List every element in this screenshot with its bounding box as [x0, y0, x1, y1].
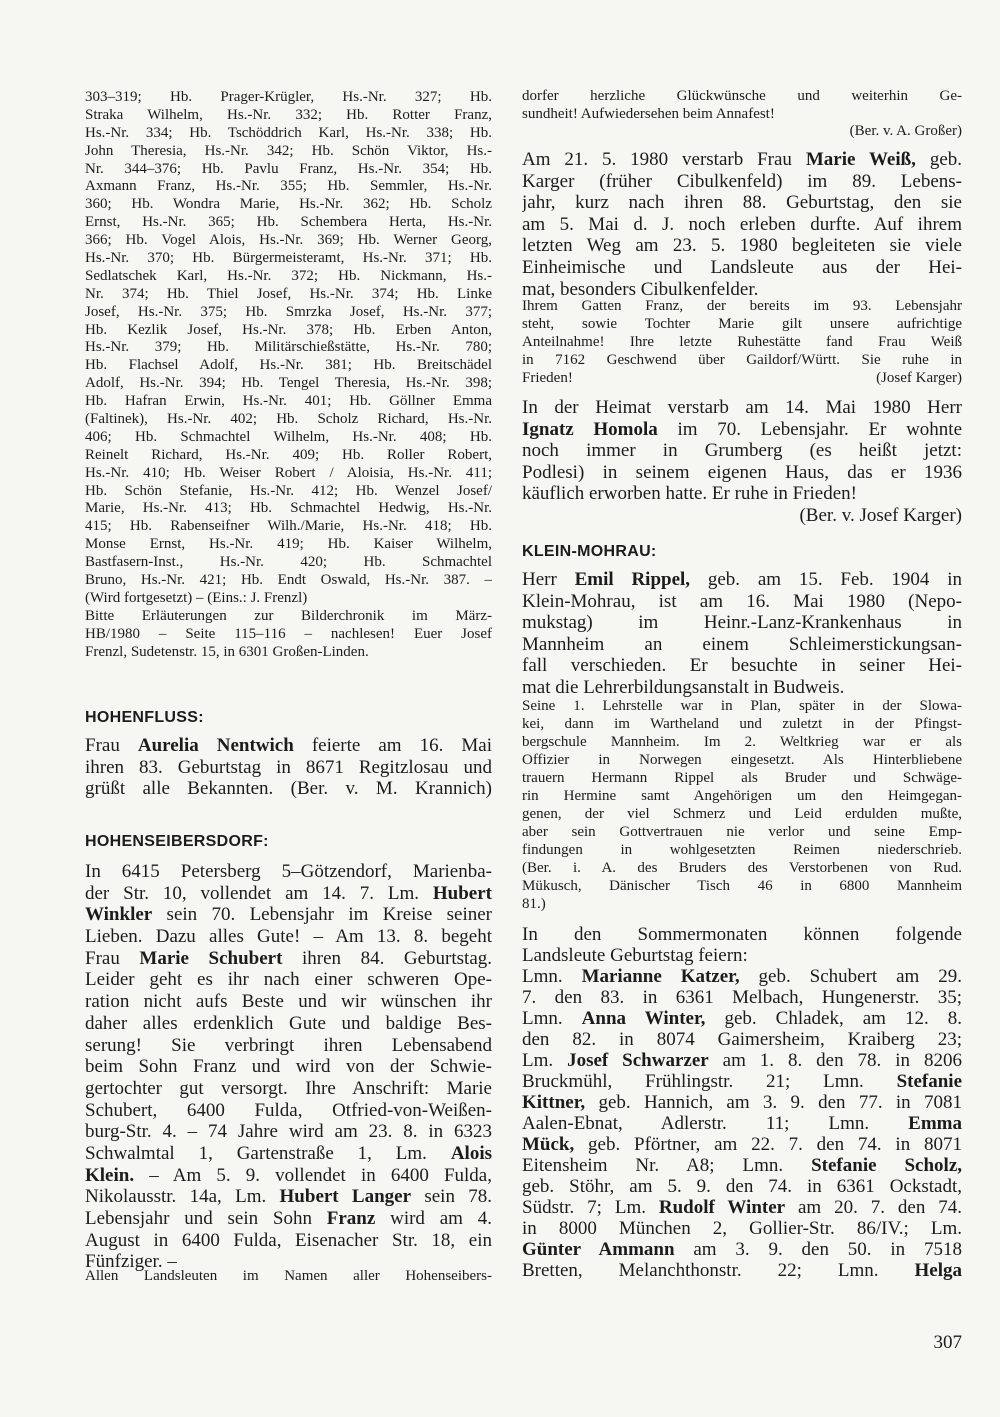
text-line: Einheimische und Landsleute aus der Hei-: [522, 256, 962, 278]
text-line: den 82. in 8074 Gaimersheim, Kraiberg 23;: [522, 1029, 962, 1050]
text-line: [85, 1143, 492, 1165]
bold-name: Stefanie: [896, 1071, 962, 1092]
bold-name: Ignatz Homola: [522, 418, 658, 440]
text-line: 7. den 83. in 6361 Melbach, Hungenerstr. 35;: [522, 987, 962, 1008]
text-run: Herr: [522, 569, 575, 590]
hohenfluss-paragraph: [85, 735, 492, 800]
text-line: [522, 149, 962, 171]
text-run: geb. Schubert am 29.: [739, 966, 962, 987]
text-line: Seine 1. Lehrstelle war in Plan, später in der Slowa-: [522, 698, 962, 714]
text-line: mat, besonders Cibulkenfelder.: [522, 278, 759, 300]
text-line: Sedlatschek Karl, Hs.-Nr. 372; Hb. Nickmann, Hs.-: [85, 267, 492, 284]
text-line: [522, 1071, 962, 1092]
text-line: Bruno, Hs.-Nr. 421; Hb. Endt Oswald, Hs.-Nr. 387. –: [85, 572, 492, 589]
text-line: Hs.-Nr. 370; Hb. Bürgermeisteramt, Hs.-Nr. 371; Hb.: [85, 250, 492, 267]
bold-name: Günter Ammann: [522, 1239, 675, 1260]
text-line: Bitte Erläuterungen zur Bilderchronik im März-: [85, 607, 492, 624]
obituary-emil-rippel-details: [522, 697, 962, 913]
text-line: Hb. Flachsel Adolf, Hs.-Nr. 381; Hb. Breitschädel: [85, 357, 492, 374]
text-line: Allen Landsleuten im Namen aller Hohenseibers-: [85, 1268, 492, 1284]
text-line: Nr. 344–376; Hb. Pavlu Franz, Hs.-Nr. 354; Hb.: [85, 160, 492, 177]
bold-name: Marie Weiß,: [805, 149, 916, 170]
text-run: Bretten, Melanchthonstr. 22; Lmn.: [522, 1260, 915, 1281]
text-line: 406; Hb. Schmachtel Wilhelm, Hs.-Nr. 408; Hb.: [85, 428, 492, 445]
text-line: [522, 1197, 962, 1218]
text-line: (Wird fortgesetzt) – (Eins.: J. Frenzl): [85, 589, 308, 606]
bold-name: Kittner,: [522, 1092, 586, 1113]
text-line: am 5. Mai d. J. noch erleben durfte. Auf ihrem: [522, 213, 962, 235]
hohenseibersdorf-paragraph: [85, 861, 492, 1273]
page-number: 307: [933, 1332, 962, 1353]
text-line: Ernst, Hs.-Nr. 365; Hb. Schembera Herta, Hs.-Nr.: [85, 214, 492, 231]
text-line: burg-Str. 4. – 74 Jahre wird am 23. 8. in 6323: [85, 1121, 492, 1143]
text-run: geb.: [915, 149, 962, 170]
text-line: Hb. Hafran Erwin, Hs.-Nr. 401; Hb. Göllner Emma: [85, 393, 492, 410]
text-line: 360; Hb. Wondra Marie, Hs.-Nr. 362; Hb. Scholz: [85, 196, 492, 213]
text-line: [85, 883, 492, 905]
text-line: [522, 569, 962, 591]
text-run: im 70. Lebensjahr. Er wohnte: [657, 418, 962, 440]
birthday-list: [522, 924, 962, 1281]
text-line: bergschule Mannheim. Im 2. Weltkrieg war er als: [522, 734, 962, 750]
bold-name: Winkler: [85, 904, 153, 926]
text-line: dorfer herzliche Glückwünsche und weiterhin Ge-: [522, 88, 962, 104]
greeting-continuation: [522, 88, 962, 123]
text-line: Hb. Schön Stefanie, Hs.-Nr. 412; Hb. Wenzel Josef/: [85, 482, 492, 499]
text-run: wird am 4.: [375, 1208, 492, 1229]
text-line: (Ber. i. A. des Bruders des Verstorbenen von Rud.: [522, 860, 962, 876]
text-line: Frenzl, Sudetenstr. 15, in 6301 Großen-Linden.: [85, 643, 369, 660]
bold-name: Stefanie Scholz,: [811, 1155, 962, 1176]
section-heading-hohenfluss: HOHENFLUSS:: [85, 709, 204, 726]
text-line: Hs.-Nr. 379; Hb. Militärschießstätte, Hs.-Nr. 780;: [85, 339, 492, 356]
signature: (Josef Karger): [876, 370, 962, 386]
text-line: ihren 83. Geburtstag in 8671 Regitzlosau und: [85, 756, 492, 778]
text-run: Bruckmühl, Frühlingstr. 21; Lmn.: [522, 1071, 897, 1092]
bold-name: Aurelia Nentwich: [137, 735, 294, 756]
text-line: Mükusch, Dänischer Tisch 46 in 6800 Mannheim: [522, 878, 962, 894]
text-line: Monse Ernst, Hs.-Nr. 419; Hb. Kaiser Wilhelm,: [85, 536, 492, 553]
text-run: Frau: [85, 735, 138, 756]
text-line: Klein-Mohrau, ist am 16. Mai 1980 (Nepo-: [522, 590, 962, 612]
text-line: [85, 1165, 492, 1187]
text-run: Frau: [85, 947, 140, 969]
text-line: Landsleute Geburtstag feiern:: [522, 945, 748, 966]
text-line: Mannheim an einem Schleimerstickungsan-: [522, 633, 962, 655]
text-line: steht, sowie Tochter Marie gilt unsere aufrichtige: [522, 316, 962, 332]
text-line: Podlesi) in seinem eigenen Haus, das er 1936: [522, 461, 962, 483]
text-line: [522, 966, 962, 987]
text-run: am 3. 9. den 50. in 7518: [674, 1239, 962, 1260]
text-line: Fünfziger. –: [85, 1251, 177, 1273]
text-line: Hb. Kezlik Josef, Hs.-Nr. 378; Hb. Erben Anton,: [85, 321, 492, 338]
text-line: beim Sohn Franz und wird von der Schwie-: [85, 1056, 492, 1078]
text-line: [522, 1239, 962, 1260]
text-line: [522, 1260, 962, 1281]
bold-name: Marianne Katzer,: [581, 966, 740, 987]
text-line: noch immer in Grumberg (es heißt jetzt:: [522, 440, 962, 462]
text-line: trauern Hermann Rippel als Bruder und Schwäge-: [522, 770, 962, 786]
text-line: August in 6400 Fulda, Eisenacher Str. 18, ein: [85, 1229, 492, 1251]
text-line: [85, 904, 492, 926]
text-line: [522, 1134, 962, 1155]
text-line: [522, 1113, 962, 1134]
bold-name: Hubert: [432, 882, 492, 904]
obituary-marie-weiss-details: [522, 297, 962, 387]
text-line: letzten Weg am 23. 5. 1980 begleiteten sie viele: [522, 235, 962, 257]
text-line: (Faltinek), Hs.-Nr. 402; Hb. Scholz Richard, Hs.-Nr.: [85, 411, 492, 428]
text-run: geb. am 15. Feb. 1904 in: [690, 569, 962, 590]
text-line: Lieben. Dazu alles Gute! – Am 13. 8. begeht: [85, 926, 492, 948]
text-line: Josef, Hs.-Nr. 375; Hb. Smrzka Josef, Hs.-Nr. 377;: [85, 303, 492, 320]
text-line: käuflich erworben hatte. Er ruhe in Frieden!: [522, 483, 858, 505]
section-heading-hohenseibersdorf: HOHENSEIBERSDORF:: [85, 833, 269, 850]
text-run: Schwalmtal 1, Gartenstraße 1, Lm.: [85, 1142, 451, 1164]
text-line: [522, 1092, 962, 1113]
text-run: ihren 84. Geburtstag.: [282, 947, 492, 969]
text-line: geb. Stöhr, am 5. 9. den 74. in 6361 Ockstadt,: [522, 1176, 962, 1197]
bold-name: Helga: [914, 1260, 962, 1281]
text-line: rin Hermine samt Angehörigen um den Heimgegan-: [522, 788, 962, 804]
text-line: Hs.-Nr. 410; Hb. Weiser Robert / Aloisia, Hs.-Nr. 411;: [85, 464, 492, 481]
text-line: ration nicht aufs Beste und wir wünschen ihr: [85, 991, 492, 1013]
greeting-signature: (Ber. v. A. Großer): [849, 123, 962, 139]
text-line: Marie, Hs.-Nr. 413; Hb. Schmachtel Hedwig, Hs.-Nr.: [85, 500, 492, 517]
text-line: serung! Sie verbringt ihren Lebensabend: [85, 1034, 492, 1056]
text-line: daher alles erdenklich Gute und baldige Bes-: [85, 1012, 492, 1034]
homola-signature: (Ber. v. Josef Karger): [799, 505, 962, 526]
text-line: Straka Wilhelm, Hs.-Nr. 332; Hb. Rotter Franz,: [85, 106, 492, 123]
text-line: mukstag) im Heinr.-Lanz-Krankenhaus in: [522, 612, 962, 634]
text-run: Lebensjahr und sein Sohn: [85, 1208, 327, 1229]
text-line: Anteilnahme! Ihre letzte Ruhestätte fand Frau Weiß: [522, 334, 962, 350]
bold-name: Hubert Langer: [279, 1186, 412, 1208]
text-run: Lmn.: [522, 966, 582, 987]
text-line: 303–319; Hb. Prager-Krügler, Hs.-Nr. 327; Hb.: [85, 89, 492, 105]
text-run: Eitensheim Nr. A8; Lmn.: [522, 1155, 812, 1176]
text-line: Nr. 374; Hb. Thiel Josef, Hs.-Nr. 374; Hb. Linke: [85, 285, 492, 302]
text-line: Adolf, Hs.-Nr. 394; Hb. Tengel Theresia, Hs.-Nr. 398;: [85, 375, 492, 392]
text-run: am 1. 8. den 78. in 8206: [708, 1050, 962, 1071]
obituary-emil-rippel: [522, 569, 962, 699]
text-line: fall verschieden. Er besuchte in seiner Hei-: [522, 655, 962, 677]
text-line: gertochter gut versorgt. Ihre Anschrift: Marie: [85, 1077, 492, 1099]
text-line: mat die Lehrerbildungsanstalt in Budweis.: [522, 676, 845, 698]
text-line: genen, der viel Schmerz und Leid erdulden mußte,: [522, 806, 962, 822]
text-line: sundheit! Aufwiedersehen beim Annafest!: [522, 105, 775, 122]
bold-name: Alois: [450, 1142, 492, 1164]
bold-name: Mück,: [522, 1134, 575, 1155]
bold-name: Klein.: [85, 1164, 135, 1186]
text-line: [85, 948, 492, 970]
text-line: 366; Hb. Vogel Alois, Hs.-Nr. 369; Hb. Werner Georg,: [85, 232, 492, 249]
text-run: Frieden!: [522, 370, 573, 386]
text-line: John Theresia, Hs.-Nr. 342; Hb. Schön Viktor, Hs.-: [85, 142, 492, 159]
text-line: In 6415 Petersberg 5–Götzendorf, Marienba-: [85, 861, 492, 882]
text-run: am 20. 7. den 74.: [785, 1197, 962, 1218]
text-line: [85, 735, 492, 757]
text-run: geb. Chladek, am 12. 8.: [705, 1008, 962, 1029]
text-line: HB/1980 – Seite 115–116 – nachlesen! Euer Josef: [85, 625, 492, 642]
text-line: In der Heimat verstarb am 14. Mai 1980 Herr: [522, 397, 962, 418]
text-run: sein 70. Lebensjahr im Kreise seiner: [152, 904, 492, 926]
text-line: grüßt alle Bekannten. (Ber. v. M. Krannich): [85, 778, 492, 800]
text-line: [522, 1008, 962, 1029]
bold-name: Emma: [908, 1113, 962, 1134]
bold-name: Marie Schubert: [139, 947, 283, 969]
bold-name: Rudolf Winter: [658, 1197, 786, 1218]
house-list-paragraph: [85, 89, 492, 662]
text-line: 415; Hb. Rabenseifner Wilh./Marie, Hs.-Nr. 418; Hb.: [85, 518, 492, 535]
text-line: Schubert, 6400 Fulda, Otfried-von-Weißen-: [85, 1099, 492, 1121]
text-run: geb. Pförtner, am 22. 7. den 74. in 8071: [574, 1134, 962, 1155]
text-line: [522, 419, 962, 441]
section-heading-klein-mohrau: KLEIN-MOHRAU:: [522, 543, 657, 560]
text-run: Südstr. 7; Lm.: [522, 1197, 659, 1218]
text-line: kei, dann im Wartheland und zuletzt in der Pfingst-: [522, 716, 962, 732]
text-line: [522, 1155, 962, 1176]
text-line: 81.): [522, 896, 546, 912]
text-run: sein 78.: [411, 1186, 492, 1208]
text-line: [522, 1050, 962, 1071]
obituary-ignatz-homola: [522, 397, 962, 505]
text-line: findungen in wohlgesetzten Reimen niederschrieb.: [522, 842, 962, 858]
text-line: Hs.-Nr. 334; Hb. Tschöddrich Karl, Hs.-Nr. 338; Hb.: [85, 124, 492, 141]
text-line: [85, 1186, 492, 1208]
obituary-marie-weiss: [522, 149, 962, 300]
text-line: jahr, kurz nach ihren 88. Geburtstag, den sie: [522, 192, 962, 214]
hohenseibersdorf-greeting: [85, 1267, 492, 1285]
bold-name: Anna Winter,: [581, 1008, 706, 1029]
text-line: [522, 369, 962, 387]
text-line: Offizier in Norwegen eingesetzt. Als Hinterbliebene: [522, 752, 962, 768]
text-line: aber sein Gottvertrauen nie verlor und seine Emp-: [522, 824, 962, 840]
text-line: Karger (früher Cibulkenfeld) im 89. Lebens-: [522, 170, 962, 192]
text-run: Am 21. 5. 1980 verstarb Frau: [522, 149, 806, 170]
text-line: In den Sommermonaten können folgende: [522, 924, 962, 945]
bold-name: Josef Schwarzer: [567, 1050, 709, 1071]
text-run: geb. Hannich, am 3. 9. den 77. in 7081: [585, 1092, 962, 1113]
text-line: in 7162 Geschwend über Gaildorf/Württ. Sie ruhe in: [522, 352, 962, 368]
text-line: Ihrem Gatten Franz, der bereits im 93. Lebensjahr: [522, 298, 962, 314]
text-run: der Str. 10, vollendet am 14. 7. Lm.: [85, 882, 433, 904]
text-run: – Am 5. 9. vollendet in 6400 Fulda,: [134, 1164, 492, 1186]
text-run: feierte am 16. Mai: [293, 735, 492, 756]
text-line: Bastfasern-Inst., Hs.-Nr. 420; Hb. Schmachtel: [85, 554, 492, 571]
text-run: Lm.: [522, 1050, 568, 1071]
text-line: Reinelt Richard, Hs.-Nr. 409; Hb. Roller Robert,: [85, 446, 492, 463]
text-line: Axmann Franz, Hs.-Nr. 355; Hb. Semmler, Hs.-Nr.: [85, 178, 492, 195]
text-line: in 8000 München 2, Gollier-Str. 86/IV.; Lm.: [522, 1218, 962, 1239]
text-run: Nikolausstr. 14a, Lm.: [85, 1186, 280, 1208]
bold-name: Franz: [326, 1208, 376, 1229]
text-line: [85, 1208, 492, 1230]
bold-name: Emil Rippel,: [574, 569, 691, 590]
text-run: Lmn.: [522, 1008, 582, 1029]
text-line: Leider geht es ihr nach einer schweren Ope-: [85, 969, 492, 991]
text-run: Aalen-Ebnat, Adlerstr. 11; Lmn.: [522, 1113, 909, 1134]
